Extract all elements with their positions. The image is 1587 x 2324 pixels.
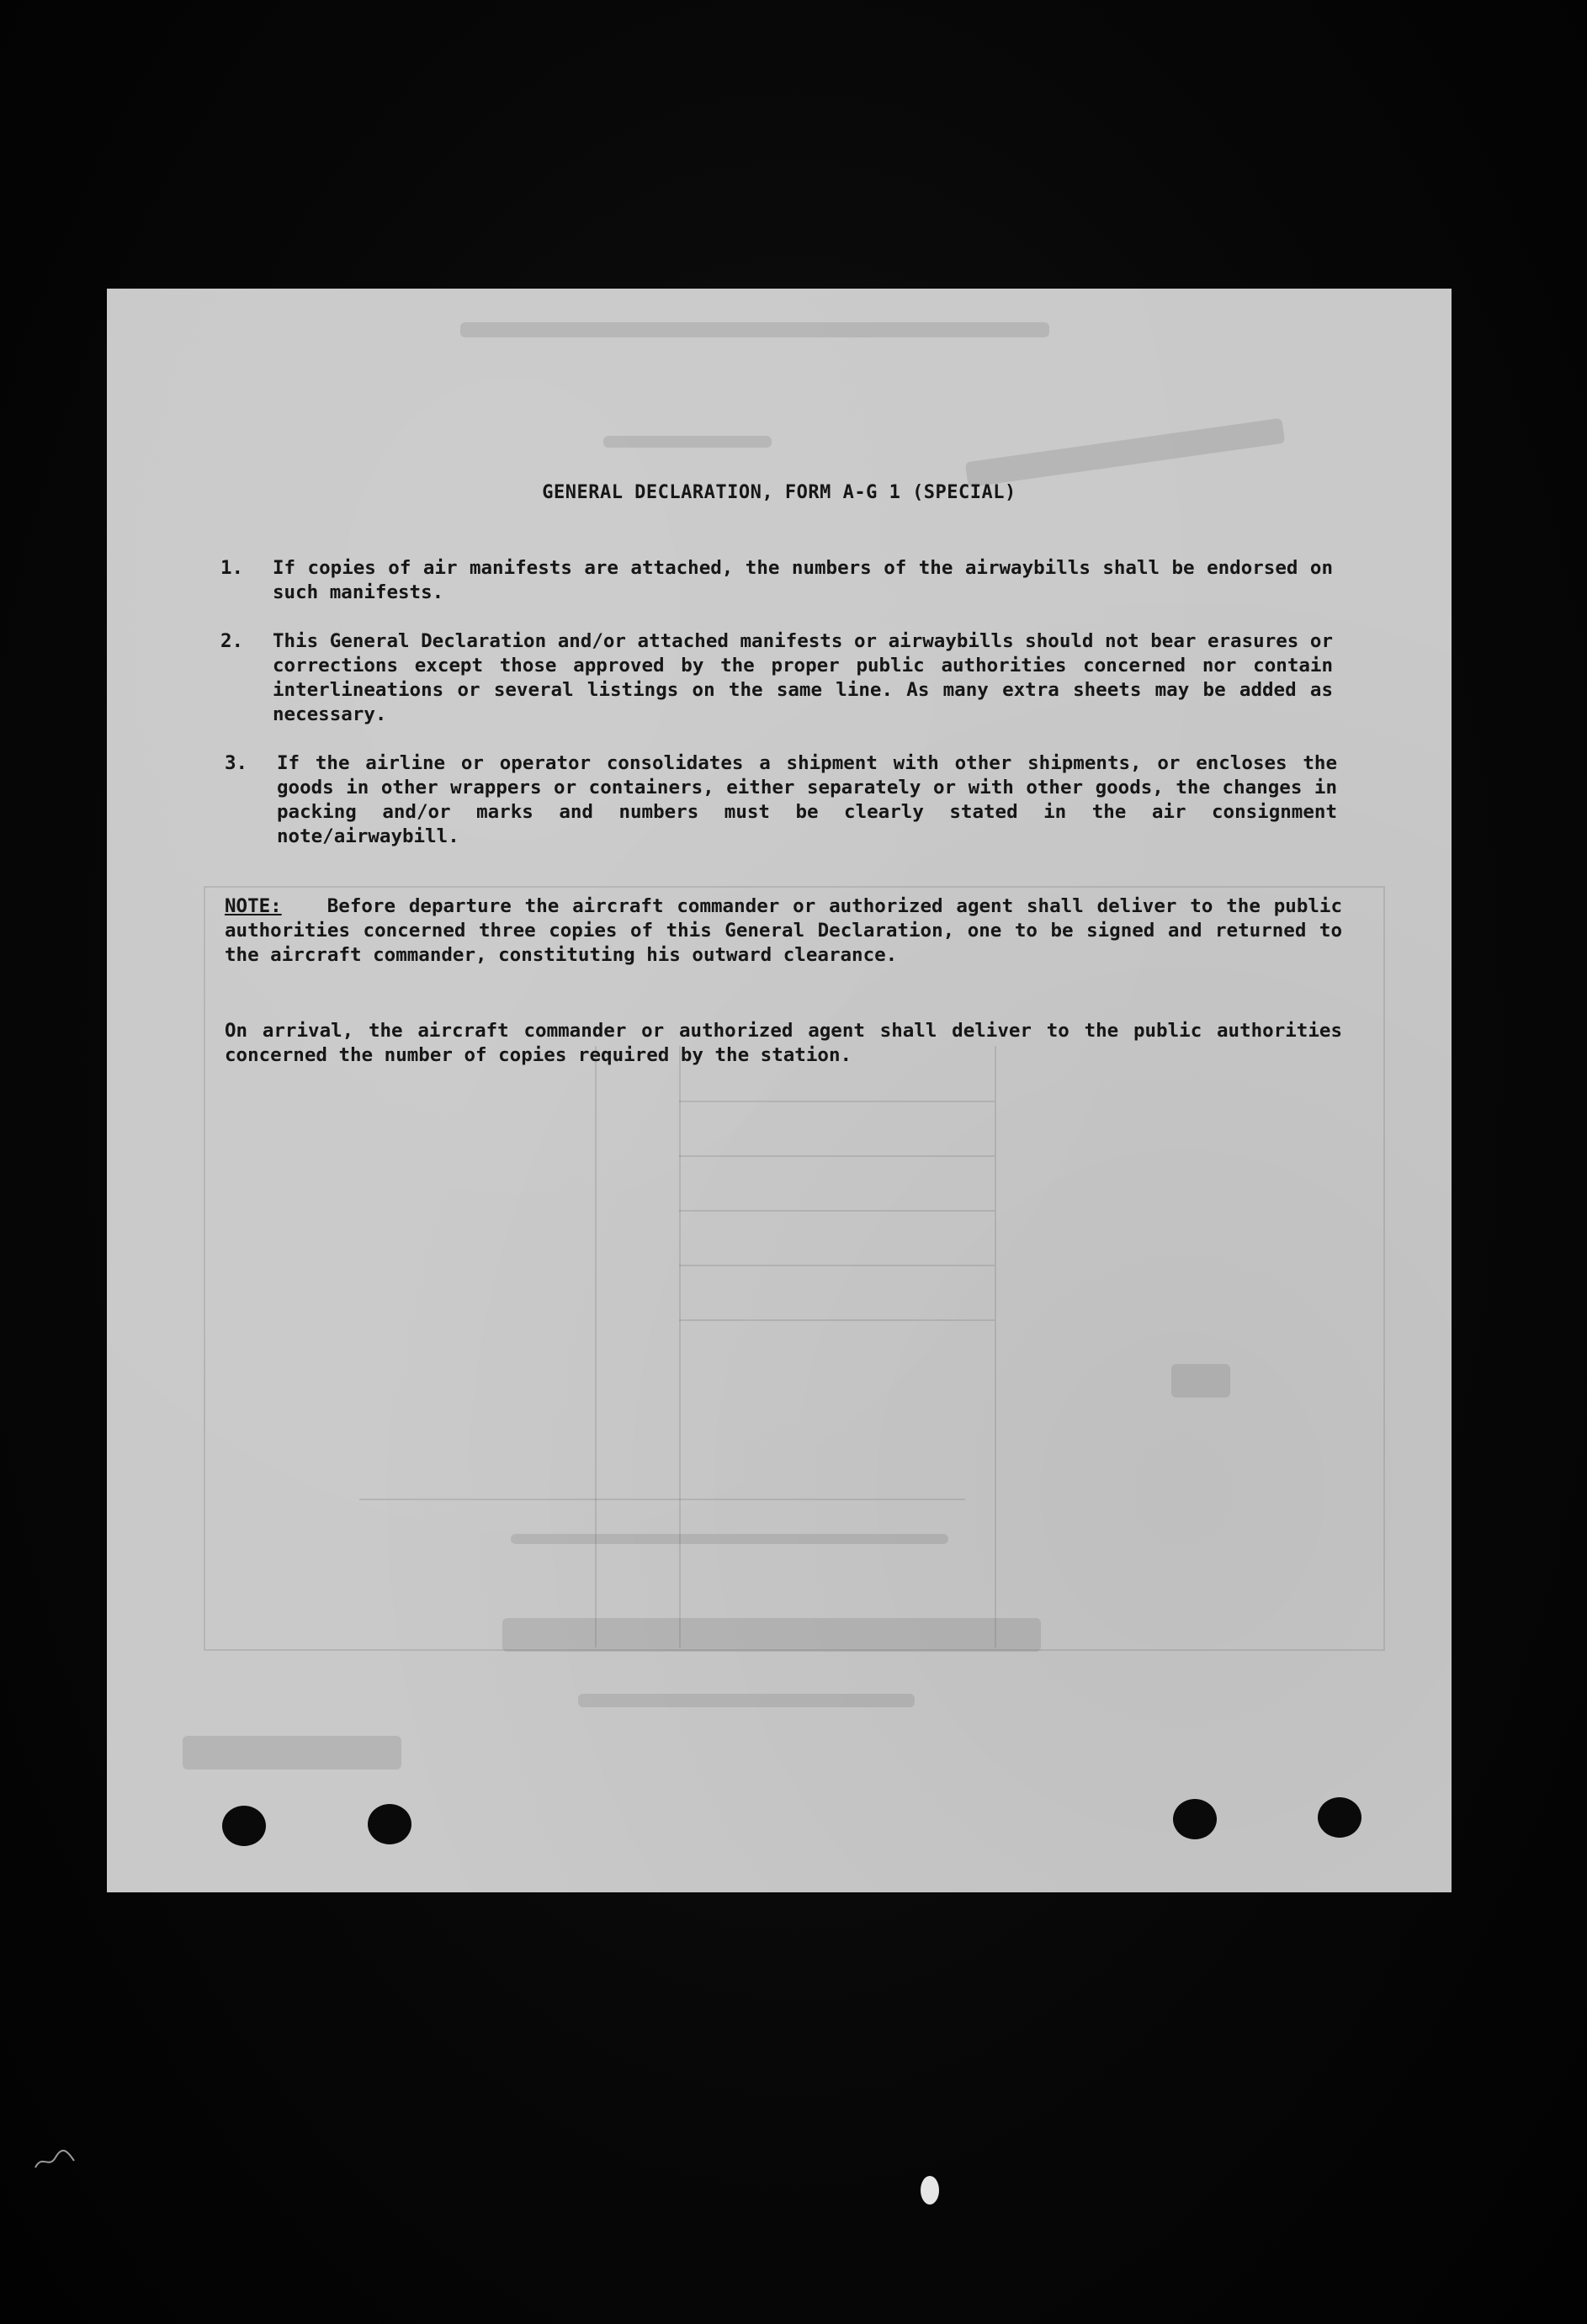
item-text: If copies of air manifests are attached, the numbers of the airwaybills shall be endorsed on such manifests. <box>273 557 1333 603</box>
punch-hole <box>1173 1799 1217 1839</box>
document-title: GENERAL DECLARATION, FORM A-G 1 (SPECIAL) <box>542 482 1016 503</box>
item-text: This General Declaration and/or attached manifests or airwaybills should not bear erasures or corrections except those approved by the proper public authorities concerned nor contain interlineations or several listings on the same line. As many extra sheets may be added as necessary. <box>273 630 1333 725</box>
punch-hole <box>1318 1797 1361 1838</box>
bleed-through-text <box>578 1694 915 1707</box>
bleed-through-rule <box>679 1155 995 1157</box>
arrival-paragraph: On arrival, the aircraft commander or authorized agent shall deliver to the public authorities concerned the number of copies required by the station. <box>225 1020 1342 1066</box>
bleed-through-handwriting <box>965 418 1285 488</box>
bleed-through-rule <box>679 1319 995 1321</box>
bleed-through-rule <box>679 1101 995 1102</box>
bleed-through-rule <box>359 1499 965 1500</box>
bleed-through-rule <box>679 1210 995 1212</box>
punch-hole <box>222 1806 266 1846</box>
bleed-through-text <box>603 436 772 448</box>
note-label: NOTE: <box>225 895 282 917</box>
bleed-through-rule <box>995 1046 996 1647</box>
bleed-through-rule <box>595 1046 597 1647</box>
bleed-through-stamp <box>1171 1364 1230 1398</box>
note-paragraph <box>225 894 1342 968</box>
instruction-item-2 <box>220 629 1340 730</box>
scan-artifact <box>921 2176 939 2205</box>
item-number: 1. <box>220 557 244 579</box>
scan-scratch <box>34 2146 76 2171</box>
instruction-item-1 <box>220 556 1340 607</box>
bleed-through-text <box>460 322 1049 337</box>
bleed-through-rule <box>679 1265 995 1266</box>
bleed-through-text <box>511 1534 948 1544</box>
document-page <box>107 289 1452 1892</box>
item-number: 2. <box>220 630 244 652</box>
instruction-item-3 <box>225 751 1344 852</box>
punch-hole <box>368 1804 411 1844</box>
item-text: If the airline or operator consolidates a shipment with other shipments, or encloses the goods in other wrappers or containers, either separately or with other goods, the changes in packing and/or marks and numbers must be clearly stated in the air consignment note/airwaybill. <box>277 752 1337 847</box>
bleed-through-text <box>183 1736 401 1770</box>
note-text: Before departure the aircraft commander or authorized agent shall deliver to the public authorities concerned three copies of this General Declaration, one to be signed and returned to the aircraft commander, constituting his outward clearance. <box>225 895 1342 966</box>
item-number: 3. <box>225 752 248 774</box>
bleed-through-text <box>502 1618 1041 1652</box>
bleed-through-rule <box>679 1046 681 1647</box>
